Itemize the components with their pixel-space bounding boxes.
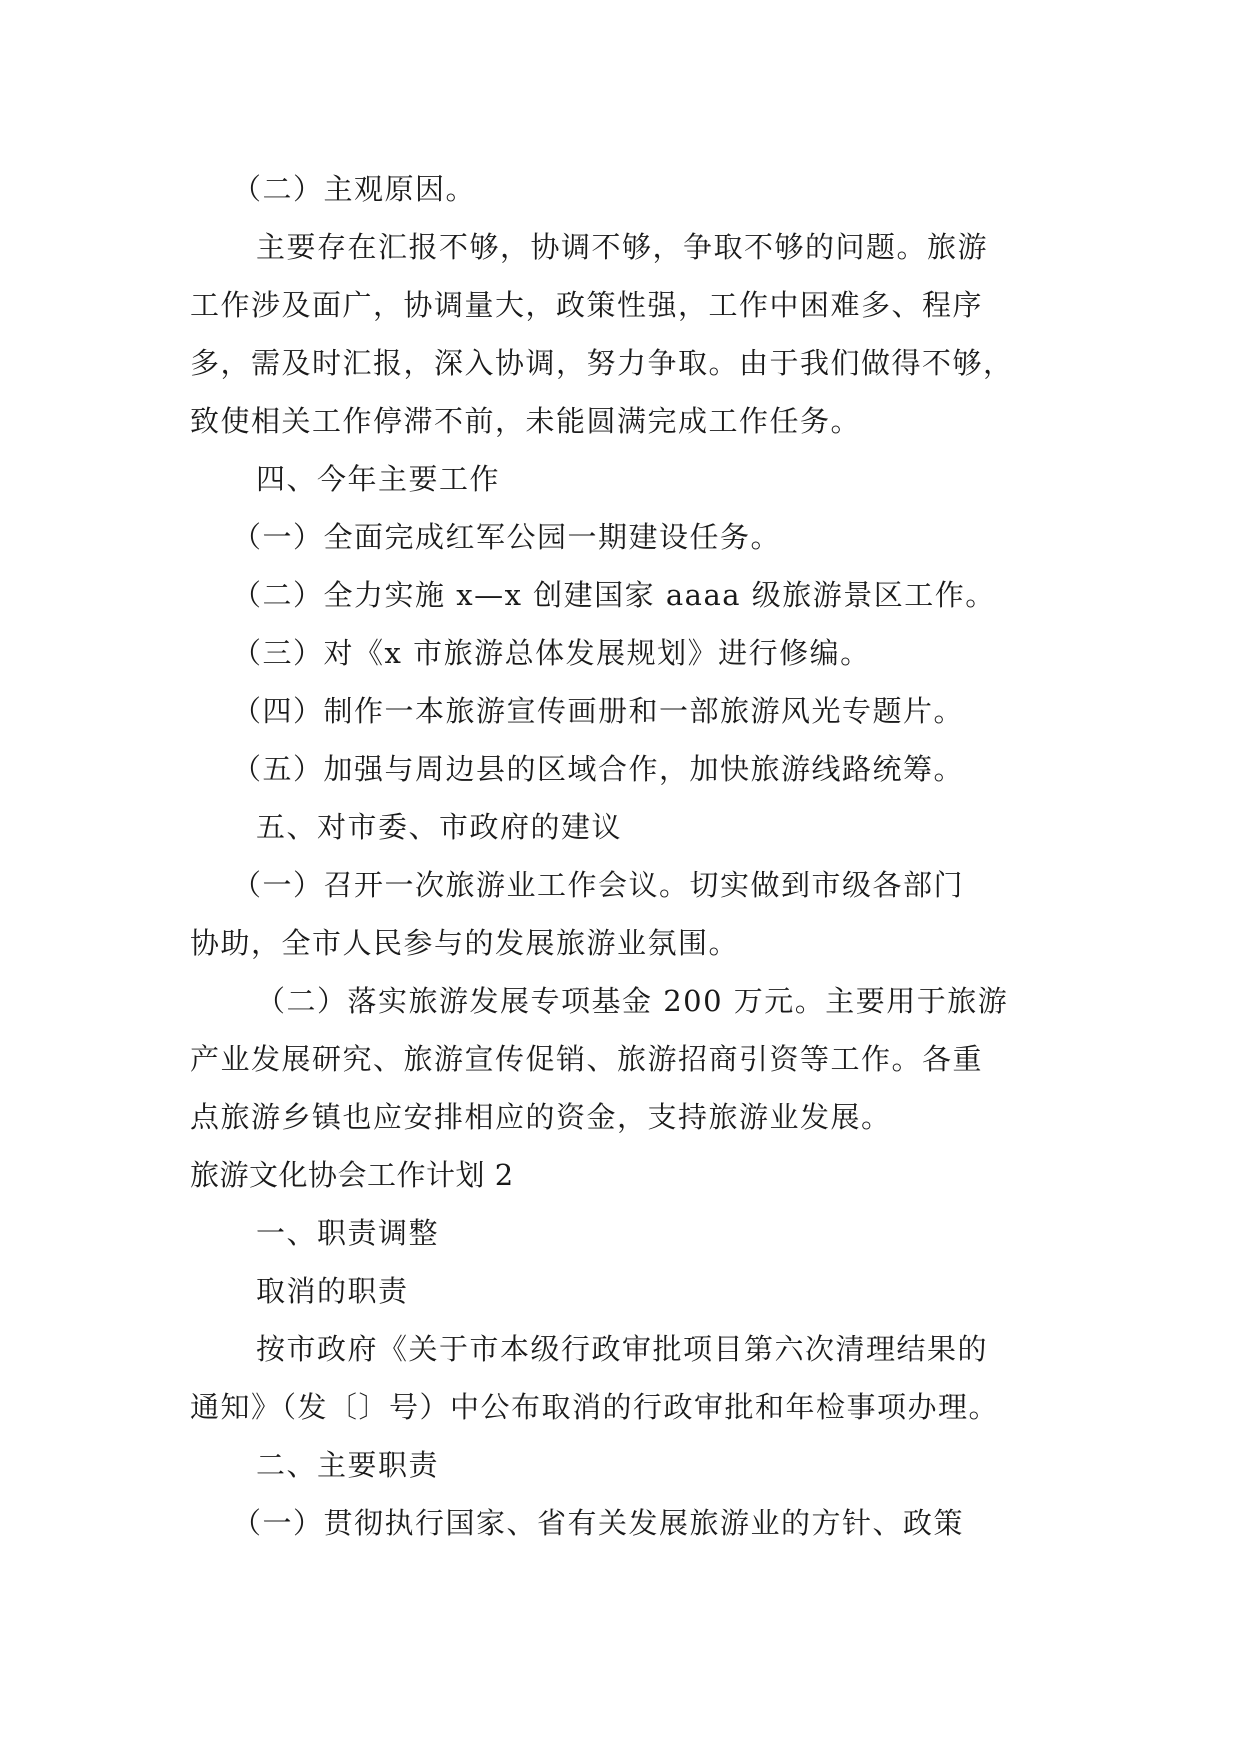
paragraph-line: （一）全面完成红军公园一期建设任务。 [232, 520, 782, 554]
paragraph-line: （二）主观原因。 [232, 172, 477, 206]
paragraph-line: （三）对《x 市旅游总体发展规划》进行修编。 [232, 636, 871, 670]
paragraph-line: 点旅游乡镇也应安排相应的资金，支持旅游业发展。 [190, 1100, 892, 1134]
paragraph-line: （一）召开一次旅游业工作会议。切实做到市级各部门 [232, 868, 965, 902]
document-page [190, 160, 1066, 1552]
paragraph-line: 协助，全市人民参与的发展旅游业氛围。 [190, 926, 740, 960]
paragraph-line: 按市政府《关于市本级行政审批项目第六次清理结果的 [256, 1332, 989, 1366]
paragraph-line: 产业发展研究、旅游宣传促销、旅游招商引资等工作。各重 [190, 1042, 984, 1076]
paragraph-line: 致使相关工作停滞不前，未能圆满完成工作任务。 [190, 404, 862, 438]
paragraph-line: （四）制作一本旅游宣传画册和一部旅游风光专题片。 [232, 694, 965, 728]
section-heading: 二、主要职责 [256, 1448, 440, 1482]
paragraph-line: 多，需及时汇报，深入协调，努力争取。由于我们做得不够， [190, 346, 1014, 380]
paragraph-line: 工作涉及面广，协调量大，政策性强，工作中困难多、程序 [190, 288, 984, 322]
paragraph-line: （一）贯彻执行国家、省有关发展旅游业的方针、政策 [232, 1506, 965, 1540]
paragraph-line: 通知》（发〔〕号）中公布取消的行政审批和年检事项办理。 [190, 1390, 1000, 1424]
paragraph-line: （二）全力实施 x—x 创建国家 aaaa 级旅游景区工作。 [232, 578, 996, 612]
document-title: 旅游文化协会工作计划 2 [190, 1158, 514, 1192]
section-heading: 一、职责调整 [256, 1216, 440, 1250]
section-heading: 五、对市委、市政府的建议 [256, 810, 623, 844]
paragraph-line: 主要存在汇报不够，协调不够，争取不够的问题。旅游 [256, 230, 989, 264]
paragraph-line: （五）加强与周边县的区域合作，加快旅游线路统筹。 [232, 752, 965, 786]
paragraph-line: （二）落实旅游发展专项基金 200 万元。主要用于旅游 [256, 984, 1009, 1018]
subsection-heading: 取消的职责 [256, 1274, 409, 1308]
section-heading: 四、今年主要工作 [256, 462, 501, 496]
